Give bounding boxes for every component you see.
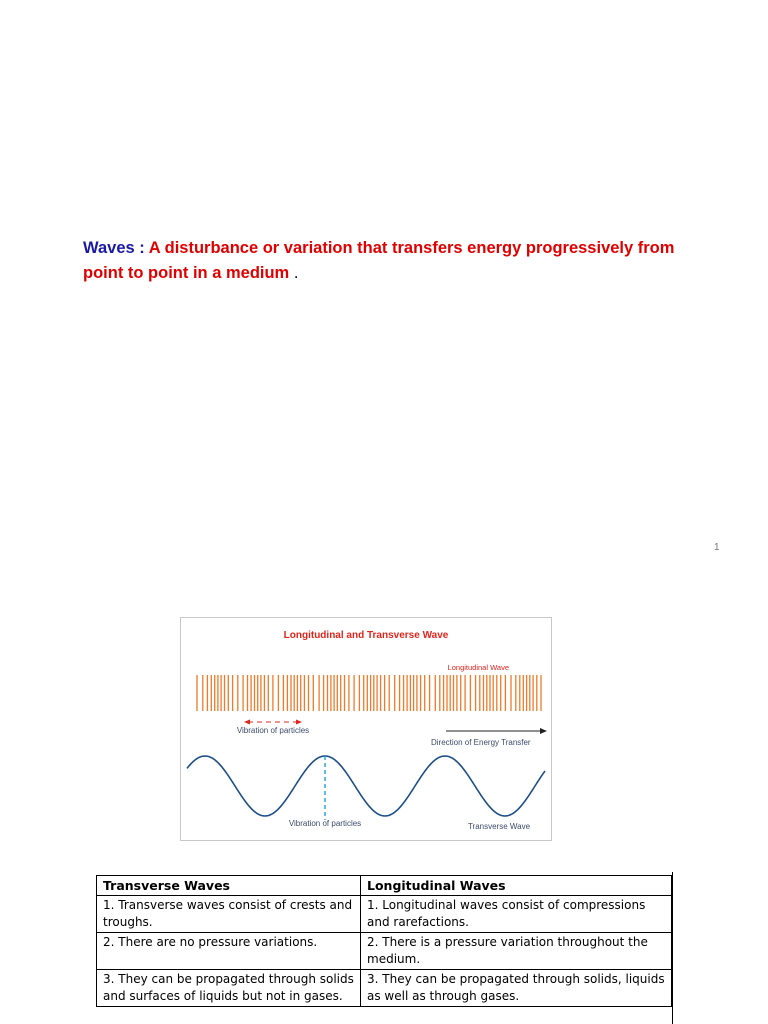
- table-cell: 1. Longitudinal waves consist of compressions and rarefactions.: [361, 896, 672, 933]
- figure-title: Longitudinal and Transverse Wave: [283, 630, 449, 641]
- longitudinal-wave-bars: [197, 675, 541, 711]
- table-row: [97, 896, 672, 933]
- wave-definition: [83, 236, 693, 286]
- page-number: 1: [714, 542, 720, 553]
- definition-text: A disturbance or variation that transfers energy progressively from point to point in a medium: [83, 239, 675, 282]
- table-cell: 2. There is a pressure variation throughout the medium.: [361, 933, 672, 970]
- energy-direction-label: Direction of Energy Transfer: [431, 738, 531, 747]
- table-cell: 1. Transverse waves consist of crests and troughs.: [97, 896, 361, 933]
- wave-diagram: [181, 618, 551, 840]
- table-row: [97, 970, 672, 1007]
- longitudinal-wave-label: Longitudinal Wave: [447, 663, 509, 672]
- definition-ending: .: [289, 264, 299, 282]
- header-longitudinal: Longitudinal Waves: [361, 876, 672, 896]
- definition-term: Waves :: [83, 239, 145, 257]
- table-cell: 2. There are no pressure variations.: [97, 933, 361, 970]
- vibration-arrow-icon: [244, 720, 302, 725]
- table-cell: 3. They can be propagated through solids, liquids as well as through gases.: [361, 970, 672, 1007]
- transverse-wave-label: Transverse Wave: [467, 822, 531, 831]
- table-row: [97, 933, 672, 970]
- header-transverse: Transverse Waves: [97, 876, 361, 896]
- table-header-row: [97, 876, 672, 896]
- vibration-label-top: Vibration of particles: [236, 726, 310, 735]
- comparison-table: [96, 875, 672, 1007]
- page-edge-line: [672, 872, 673, 1024]
- vibration-label-bottom: Vibration of particles: [288, 819, 362, 828]
- wave-figure: [180, 617, 552, 841]
- energy-direction-arrow-icon: [446, 728, 547, 734]
- transverse-wave-curve: [187, 756, 545, 816]
- table-cell: 3. They can be propagated through solids and surfaces of liquids but not in gases.: [97, 970, 361, 1007]
